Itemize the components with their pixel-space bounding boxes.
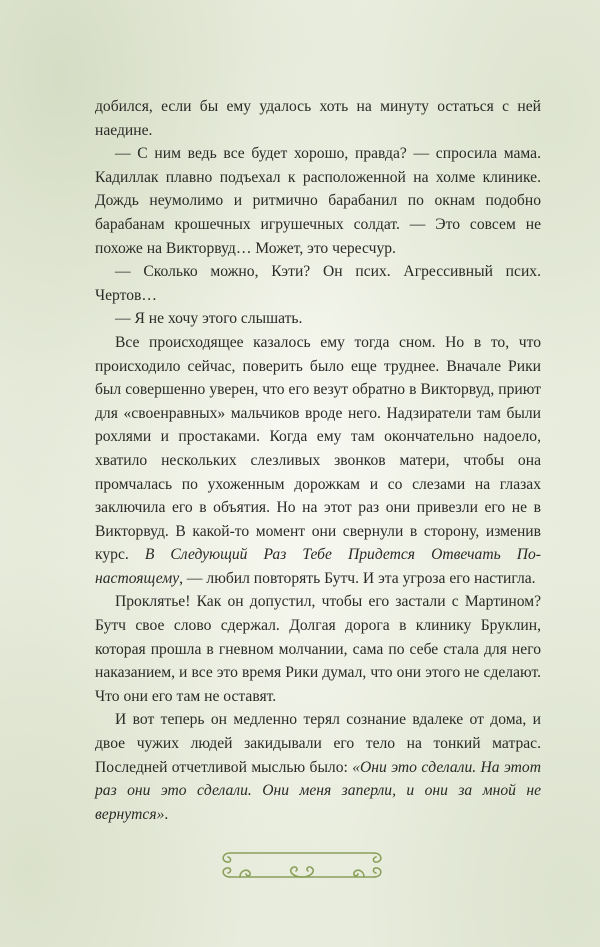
- paragraph-1-text: добился, если бы ему удалось хоть на минуту остаться с ней наедине.: [95, 98, 541, 139]
- paragraph-3-text: — Сколько можно, Кэти? Он псих. Агрессивный псих. Чертов…: [95, 263, 541, 304]
- page-text: [95, 95, 541, 826]
- paragraph-6-text: Проклятье! Как он допустил, чтобы его застали с Мартином? Бутч свое слово сдержал. Долгая дорога в клинику Бруклин, которая прошла в гневном молчании, сама по себе стала для него наказанием, и все это время Рики думал, что они этого не сделают. Что они его там не оставят.: [95, 593, 541, 705]
- paragraph-7-italic: «Они это сделали. На этот раз они это сделали. Они меня заперли, и они за мной не вернутся»: [95, 758, 541, 823]
- paragraph-7-text: И вот теперь он медленно терял сознание вдалеке от дома, и двое чужих людей закидывали его тело на тонкий матрас. Последней отчетливой мыслью было:: [95, 711, 541, 776]
- paragraph-5-italic: В Следующий Раз Тебе Придется Отвечать По-настоящему: [95, 546, 541, 587]
- paragraph-6: [95, 590, 541, 708]
- paragraph-4: [95, 307, 541, 331]
- paragraph-7: [95, 708, 541, 826]
- paragraph-5-tail: , — любил повторять Бутч. И эта угроза его настигла.: [179, 569, 536, 587]
- paragraph-2: [95, 142, 541, 260]
- paragraph-5-text: Все происходящее казалось ему тогда сном. Но в то, что происходило сейчас, поверить было еще труднее. Вначале Рики был совершенно уверен, что его везут обратно в Викторвуд, приют для «своенравных» мальчиков вроде него. Надзиратели там были рохлями и простаками. Когда ему там окончательно надоело, хватило нескольких слезливых звонков матери, чтобы она промчалась по ухоженным дорожкам и со слезами на глазах заключила его в объятия. Но на этот раз они привезли его не в Викторвуд. В какой-то момент они свернули в сторону, изменив курс.: [95, 333, 541, 564]
- paragraph-3: [95, 260, 541, 307]
- paragraph-5: [95, 331, 541, 591]
- vine-divider-icon: [218, 846, 386, 884]
- paragraph-7-tail: .: [164, 805, 169, 823]
- paragraph-1: [95, 95, 541, 142]
- paragraph-2-text: — С ним ведь все будет хорошо, правда? — спросила мама. Кадиллак плавно подъехал к расположенной на холме клинике. Дождь неумолимо и ритмично барабанил по окнам подобно барабанам крошечных игрушечных солдат. — Это совсем не похоже на Викторвуд… Может, это чересчур.: [95, 145, 541, 257]
- paragraph-4-text: — Я не хочу этого слышать.: [115, 310, 303, 328]
